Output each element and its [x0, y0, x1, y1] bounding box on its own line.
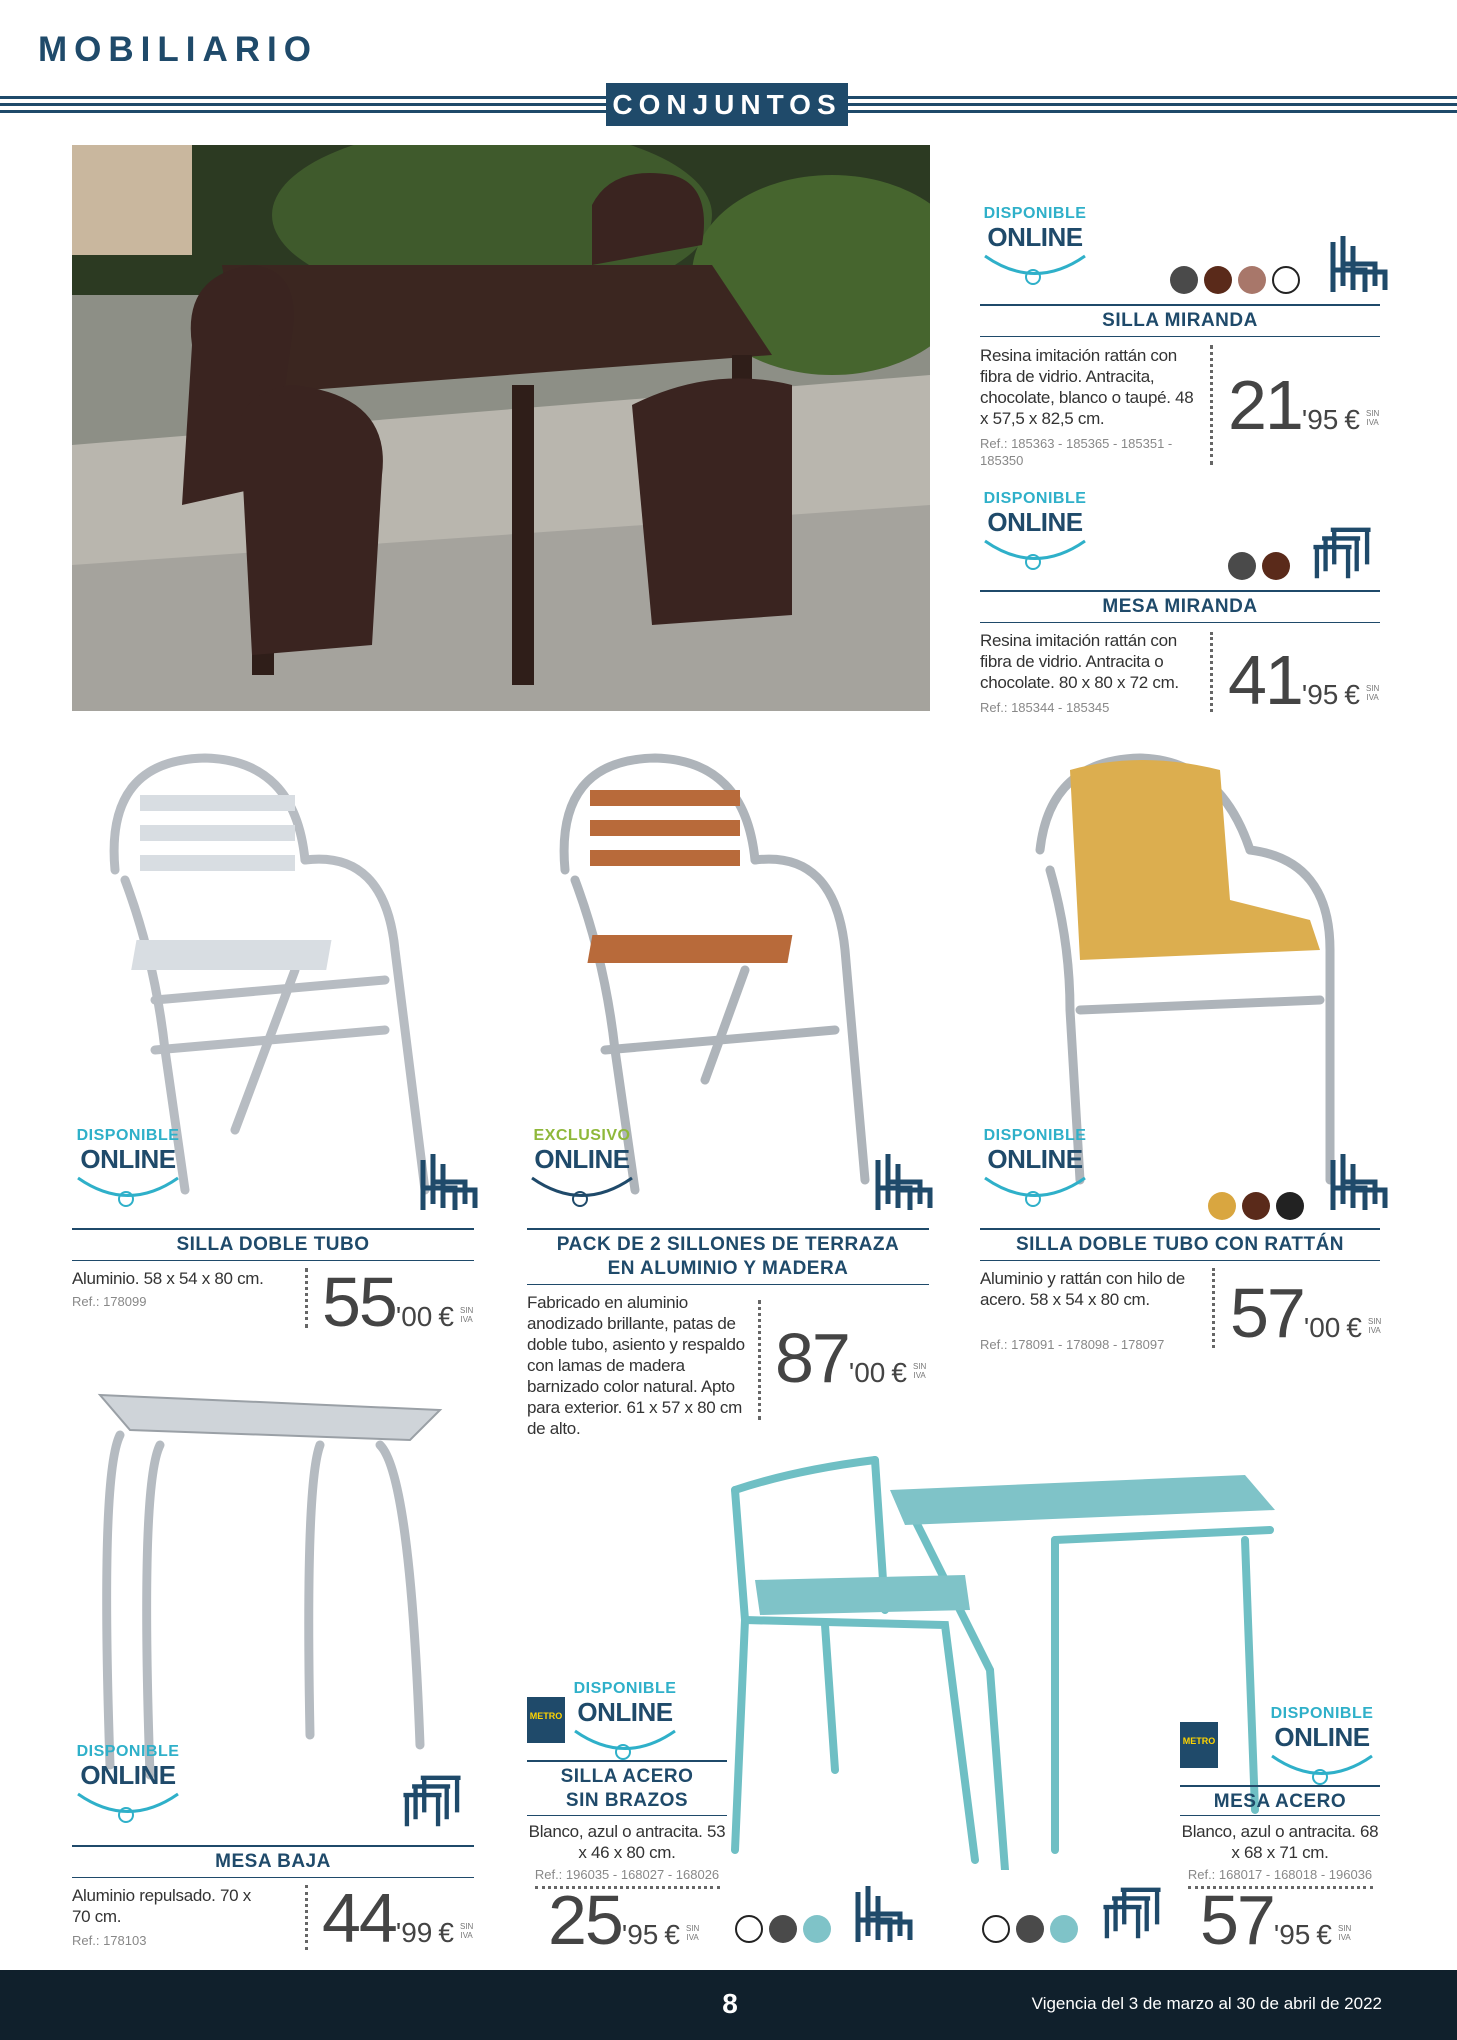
mouse-icon: [522, 1173, 642, 1213]
mouse-icon: [68, 1789, 188, 1829]
stackable-chairs-icon: [415, 1150, 479, 1214]
badge-exclusivo-label: EXCLUSIVO: [533, 1127, 631, 1144]
badge-disponible-label: DISPONIBLE: [983, 205, 1087, 222]
badge-online-label: ONLINE: [534, 1144, 630, 1174]
price-mesa-miranda: 41'95 € SIN IVA: [1228, 641, 1380, 719]
mouse-icon: [975, 536, 1095, 576]
product-desc-mesa-acero: Blanco, azul o antracita. 68 x 68 x 71 cm.: [1181, 1822, 1379, 1862]
color-swatches-silla-acero: [735, 1915, 837, 1943]
swatch-antracita: [1016, 1915, 1044, 1943]
badge-online-label: ONLINE: [987, 1144, 1083, 1174]
stackable-tables-icon: [1310, 522, 1374, 586]
product-name-pack-sillones: PACK DE 2 SILLONES DE TERRAZA EN ALUMINIO Y MADERA: [556, 1234, 900, 1279]
product-name-mesa-acero: MESA ACERO: [1213, 1791, 1347, 1812]
footer-bar: [0, 1970, 1457, 2040]
product-name-silla-doble-tubo-rattan: SILLA DOBLE TUBO CON RATTÁN: [1015, 1234, 1345, 1255]
badge-disponible-label: DISPONIBLE: [983, 1127, 1087, 1144]
product-ref-silla-acero: Ref.: 196035 - 168027 - 168026: [534, 1867, 720, 1882]
badge-disponible-online: [975, 205, 1095, 305]
swatch-blanco: [1272, 266, 1300, 294]
swatch-chocolate: [1204, 266, 1232, 294]
product-name-mesa-baja: MESA BAJA: [215, 1851, 331, 1872]
swatch-blanco: [735, 1915, 763, 1943]
product-desc-silla-doble-tubo: Aluminio. 58 x 54 x 80 cm.: [72, 1269, 264, 1288]
product-desc-pack-sillones: Fabricado en aluminio anodizado brillante, patas de doble tubo, asiento y respaldo con lamas de madera barnizado color natural. Apto para exterior. 61 x 57 x 80 cm de alto.: [527, 1293, 745, 1438]
stackable-chairs-icon: [1325, 1150, 1389, 1214]
price-pack-sillones: 87'00 € SIN IVA: [775, 1319, 927, 1397]
stackable-tables-icon: [400, 1770, 464, 1834]
mouse-icon: [975, 251, 1095, 291]
badge-online-label: ONLINE: [987, 222, 1083, 252]
product-name-mesa-miranda: MESA MIRANDA: [1102, 596, 1258, 617]
badge-online-label: ONLINE: [577, 1697, 673, 1727]
metro-logo: METRO: [527, 1697, 565, 1743]
page-number: 8: [722, 1988, 738, 2019]
section-title: MOBILIARIO: [38, 30, 318, 69]
product-ref-mesa-baja: Ref.: 178103: [72, 1933, 147, 1948]
swatch-azul: [803, 1915, 831, 1943]
stackable-tables-icon: [1100, 1882, 1164, 1946]
swatch-amarillo: [1208, 1192, 1236, 1220]
category-tag: CONJUNTOS: [606, 83, 848, 126]
product-ref-silla-doble-tubo: Ref.: 178099: [72, 1294, 147, 1309]
price-mesa-baja: 44'99 € SIN IVA: [322, 1879, 474, 1957]
stackable-chairs-icon: [850, 1882, 914, 1946]
product-ref-mesa-acero: Ref.: 168017 - 168018 - 196036: [1187, 1867, 1373, 1882]
color-swatches-silla-miranda: [1170, 266, 1306, 294]
product-ref-silla-miranda: Ref.: 185363 - 185365 - 185351 - 185350: [980, 436, 1173, 468]
badge-disponible-online: [68, 1127, 188, 1227]
product-name-silla-doble-tubo: SILLA DOBLE TUBO: [176, 1234, 370, 1255]
badge-online-label: ONLINE: [80, 1760, 176, 1790]
mouse-icon: [68, 1173, 188, 1213]
product-ref-mesa-miranda: Ref.: 185344 - 185345: [980, 700, 1110, 715]
badge-exclusivo-online: [522, 1127, 642, 1227]
stackable-chairs-icon: [870, 1150, 934, 1214]
price-silla-doble-tubo: 55'00 € SIN IVA: [322, 1263, 474, 1341]
price-silla-acero: 25'95 € SIN IVA: [548, 1881, 700, 1959]
product-desc-silla-miranda: Resina imitación rattán con fibra de vidrio. Antracita, chocolate, blanco o taupé. 48 x 57,5 x 82,5 cm.: [980, 346, 1194, 428]
product-ref-silla-doble-tubo-rattan: Ref.: 178091 - 178098 - 178097: [980, 1337, 1165, 1352]
price-mesa-acero: 57'95 € SIN IVA: [1200, 1881, 1352, 1959]
swatch-blanco: [982, 1915, 1010, 1943]
color-swatches-silla-rattan: [1208, 1192, 1310, 1220]
badge-disponible-online: [975, 1127, 1095, 1227]
product-desc-silla-acero: Blanco, azul o antracita. 53 x 46 x 80 cm.: [528, 1822, 726, 1862]
metro-logo: METRO: [1180, 1722, 1218, 1768]
badge-disponible-online: [68, 1743, 188, 1843]
product-desc-silla-doble-tubo-rattan: Aluminio y rattán con hilo de acero. 58 x 54 x 80 cm.: [980, 1269, 1185, 1309]
badge-disponible-label: DISPONIBLE: [1270, 1705, 1374, 1722]
hero-photo-miranda-set: [72, 145, 930, 711]
price-silla-doble-tubo-rattan: 57'00 € SIN IVA: [1230, 1274, 1382, 1352]
product-name-silla-miranda: SILLA MIRANDA: [1102, 310, 1258, 331]
photo-mesa-baja: [90, 1385, 450, 1785]
swatch-antracita: [1170, 266, 1198, 294]
mouse-icon: [975, 1173, 1095, 1213]
color-swatches-mesa-miranda: [1228, 552, 1296, 580]
color-swatches-mesa-acero: [982, 1915, 1084, 1943]
swatch-chocolate: [1262, 552, 1290, 580]
swatch-antracita: [769, 1915, 797, 1943]
badge-online-label: ONLINE: [80, 1144, 176, 1174]
swatch-chocolate: [1242, 1192, 1270, 1220]
price-silla-miranda: 21'95 € SIN IVA: [1228, 366, 1380, 444]
badge-disponible-label: DISPONIBLE: [76, 1743, 180, 1760]
badge-disponible-label: DISPONIBLE: [76, 1127, 180, 1144]
swatch-azul: [1050, 1915, 1078, 1943]
stackable-chairs-icon: [1325, 232, 1389, 296]
product-name-silla-acero: SILLA ACERO SIN BRAZOS: [560, 1766, 694, 1811]
badge-disponible-label: DISPONIBLE: [573, 1680, 677, 1697]
product-desc-mesa-miranda: Resina imitación rattán con fibra de vidrio. Antracita o chocolate. 80 x 80 x 72 cm.: [980, 631, 1179, 692]
validity-text: Vigencia del 3 de marzo al 30 de abril de 2022: [1031, 1994, 1382, 2013]
swatch-negro: [1276, 1192, 1304, 1220]
badge-disponible-online: [975, 490, 1095, 590]
swatch-taupe: [1238, 266, 1266, 294]
product-desc-mesa-baja: Aluminio repulsado. 70 x 70 cm.: [72, 1886, 251, 1926]
swatch-antracita: [1228, 552, 1256, 580]
badge-online-label: ONLINE: [987, 507, 1083, 537]
badge-online-label: ONLINE: [1274, 1722, 1370, 1752]
badge-disponible-label: DISPONIBLE: [983, 490, 1087, 507]
